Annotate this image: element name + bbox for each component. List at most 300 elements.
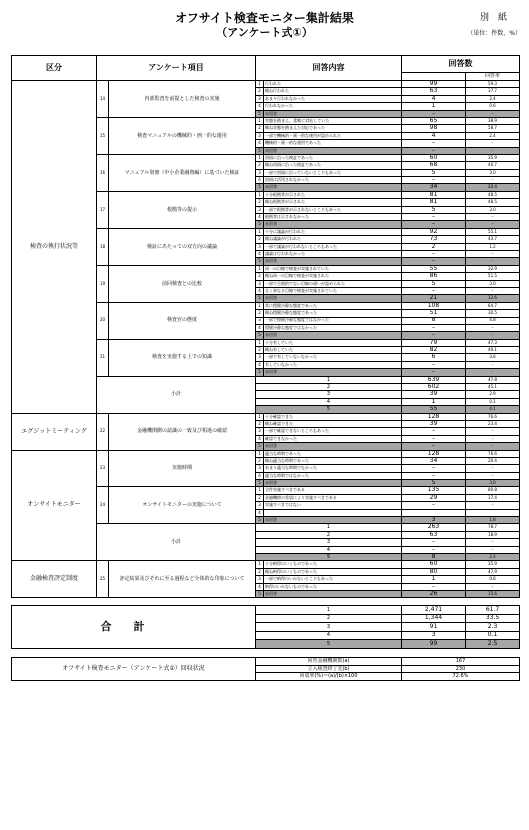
option-label: 一部で根拠等が示されないところもあった (264, 206, 402, 213)
option-label: 行われた (264, 81, 402, 88)
option-number: 4 (256, 287, 264, 294)
rate-cell: – (466, 583, 520, 590)
rate-cell: – (466, 465, 520, 472)
option-number: 3 (256, 132, 264, 139)
count-cell: 108 (402, 302, 466, 309)
option-label: 一部で議論が行われないところもあった (264, 243, 402, 250)
option-label: 一部で納得のいかないところもあった (264, 576, 402, 583)
count-cell: – (402, 465, 466, 472)
rate-cell: 32.9 (466, 265, 520, 272)
rate-cell: 3.6 (466, 354, 520, 361)
recovery-label: オフサイト検査モニター（アンケート式①）回収状況 (12, 658, 256, 681)
count-cell: – (402, 502, 466, 509)
rate-cell: 15.6 (466, 590, 520, 597)
count-cell: – (402, 110, 466, 117)
option-number: 4 (256, 509, 264, 516)
subtotal-label: 小計 (97, 524, 256, 561)
count-cell: – (402, 177, 466, 184)
survey-table (11, 55, 520, 598)
option-number: 4 (256, 250, 264, 257)
option-number: 3 (256, 391, 402, 398)
option-number: 2 (256, 347, 264, 354)
question-number: 24 (97, 487, 109, 524)
rate-cell: – (466, 435, 520, 442)
rate-cell: – (466, 214, 520, 221)
question-item: 検証にあたっての双方向の議論 (109, 228, 256, 265)
option-number: 2 (256, 420, 264, 427)
rate-cell: 48.5 (466, 199, 520, 206)
recovery-value: 167 (402, 658, 520, 666)
unit-note: （単位：件数、%） (467, 30, 521, 37)
option-number: 5 (256, 110, 264, 117)
rate-cell: 40.7 (466, 162, 520, 169)
count-cell (402, 509, 466, 516)
option-label: 同一の目線で検査が実施されていた (264, 265, 402, 272)
recovery-table (11, 657, 520, 681)
option-number: 2 (256, 125, 264, 132)
option-number: 2 (256, 273, 264, 280)
count-cell: – (402, 443, 466, 450)
option-number: 4 (256, 140, 264, 147)
option-label: 十分根拠等が示された (264, 191, 402, 198)
count-cell: 55 (402, 406, 466, 413)
rate-cell: 47.9 (466, 568, 520, 575)
option-label: 未回答 (264, 332, 402, 339)
annex-label: 別 紙 (479, 13, 507, 23)
option-number: 5 (256, 147, 264, 154)
option-number: 4 (256, 177, 264, 184)
count-cell: – (402, 287, 466, 294)
count-cell: 73 (402, 236, 466, 243)
rate-cell: 47.8 (466, 376, 520, 383)
count-cell: 1 (402, 576, 466, 583)
count-cell: 99 (402, 81, 466, 88)
count-cell: 263 (402, 524, 466, 531)
count-cell: 82 (402, 347, 466, 354)
header-response: 回答内容 (256, 56, 402, 81)
count-cell: – (402, 472, 466, 479)
count-cell: – (402, 435, 466, 442)
option-label: 未回答 (264, 295, 402, 302)
option-label: 機械的・画一的な運用であった (264, 140, 402, 147)
rate-cell: – (466, 110, 520, 117)
option-number: 3 (256, 576, 264, 583)
count-cell: 80 (402, 568, 466, 575)
rate-cell: – (466, 221, 520, 228)
section-category: エグジットミーティング (12, 413, 97, 450)
rate-cell: 48.5 (466, 191, 520, 198)
rate-cell: – (466, 258, 520, 265)
rate-cell: 1.2 (466, 243, 520, 250)
count-cell: 8 (402, 554, 466, 561)
count-cell: 1 (402, 398, 466, 405)
option-number: 1 (256, 302, 264, 309)
count-cell: – (402, 583, 466, 590)
count-cell: 92 (402, 228, 466, 235)
rate-cell: 35.9 (466, 154, 520, 161)
rate-cell: 3.0 (466, 206, 520, 213)
option-label: 一部で確認できないところもあった (264, 428, 402, 435)
count-cell: 21 (402, 295, 466, 302)
option-number: 4 (256, 398, 402, 405)
rate-cell: 59.3 (466, 81, 520, 88)
count-cell: 26 (402, 590, 466, 597)
option-label: 概ね根拠等が示された (264, 199, 402, 206)
recovery-value: 230 (402, 665, 520, 673)
question-item: 根拠等の提示 (109, 191, 256, 228)
count-cell: 98 (402, 125, 466, 132)
rate-cell: 55.1 (466, 228, 520, 235)
section-category: 検査の執行状況等 (12, 81, 97, 414)
option-label: 十分納得のいくものであった (264, 561, 402, 568)
count-cell: – (402, 258, 466, 265)
option-label: 全く異なる目線で検査が実施されていた (264, 287, 402, 294)
recovery-row (12, 658, 520, 666)
option-label: 未回答 (264, 221, 402, 228)
question-number: 23 (97, 450, 109, 487)
option-number: 3 (256, 95, 264, 102)
option-label: 適当な時期であった (264, 450, 402, 457)
rate-cell: 2.4 (466, 95, 520, 102)
header-item: アンケート項目 (97, 56, 256, 81)
question-item: 内部監査を前提とした検査の実施 (109, 81, 256, 118)
option-label: 議論は行われなかった (264, 250, 402, 257)
count-cell: 4 (402, 132, 466, 139)
section-category: オンサイトモニター (12, 450, 97, 561)
count-cell: 81 (402, 199, 466, 206)
option-number: 5 (256, 406, 402, 413)
option-number: 3 (256, 243, 264, 250)
rate-cell: 3.0 (466, 169, 520, 176)
count-cell: 4 (402, 95, 466, 102)
option-label: 未回答 (264, 147, 402, 154)
option-label: 適当な時期ではなかった (264, 472, 402, 479)
rate-cell: 20.4 (466, 457, 520, 464)
rate-cell: 76.6 (466, 450, 520, 457)
question-number: 19 (97, 265, 109, 302)
question-number: 20 (97, 302, 109, 339)
option-number: 4 (256, 583, 264, 590)
question-item: 金融機関側の認識の一致及び相違の確認 (109, 413, 256, 450)
option-number: 2 (256, 457, 264, 464)
rate-cell: – (466, 502, 520, 509)
option-number: 4 (256, 214, 264, 221)
option-label: 未回答 (264, 590, 402, 597)
count-cell: 5 (402, 280, 466, 287)
rate-cell: 0.1 (466, 398, 520, 405)
option-label: 一部で有していないなかった (264, 354, 402, 361)
count-cell: – (402, 428, 466, 435)
option-label: 未回答 (264, 184, 402, 191)
option-number: 2 (256, 384, 402, 391)
option-number: 2 (256, 236, 264, 243)
option-number: 1 (256, 606, 402, 615)
count-cell: 63 (402, 531, 466, 538)
option-number: 1 (256, 117, 264, 124)
option-label: 別冊は活用されなかった (264, 177, 402, 184)
count-cell: – (402, 214, 466, 221)
option-number: 5 (256, 554, 402, 561)
rate-cell: 3.0 (466, 480, 520, 487)
count-cell: 3 (402, 631, 466, 640)
total-row (12, 606, 520, 615)
option-number: 5 (256, 590, 264, 597)
rate-cell: – (466, 177, 520, 184)
option-number: 5 (256, 258, 264, 265)
option-label: 行われなかった (264, 103, 402, 110)
question-item: 検査マニュアルの機械的・画一的な運用 (109, 117, 256, 154)
rate-cell: – (466, 140, 520, 147)
option-label: 未回答 (264, 443, 402, 450)
count-cell: 2 (402, 243, 466, 250)
option-number: 5 (256, 443, 264, 450)
rate-cell: – (466, 287, 520, 294)
count-cell: 639 (402, 376, 466, 383)
option-label: 一部で機械的・画一的な運用が認められた (264, 132, 402, 139)
option-label: あまり行われなかった (264, 95, 402, 102)
option-label: 概ね確認できた (264, 420, 402, 427)
question-number: 25 (97, 561, 109, 598)
option-number: 1 (256, 524, 402, 531)
rate-cell: 17.4 (466, 494, 520, 501)
rate-cell: – (466, 369, 520, 376)
option-label: 一部で穏健冷静な態度ではなかった (264, 317, 402, 324)
count-cell: – (402, 369, 466, 376)
question-number: 22 (97, 413, 109, 450)
option-label: 根拠等は示されなかった (264, 214, 402, 221)
count-cell: 60 (402, 154, 466, 161)
rate-cell: – (466, 250, 520, 257)
rate-cell: 76.6 (466, 413, 520, 420)
count-cell: 63 (402, 88, 466, 95)
rate-cell: 4.1 (466, 406, 520, 413)
count-cell: 3 (402, 517, 466, 524)
option-number: 3 (256, 502, 264, 509)
option-number: 4 (256, 435, 264, 442)
option-number: 5 (256, 184, 264, 191)
option-label: 概ね穏健冷静な態度であった (264, 310, 402, 317)
option-label: 概ね納得のいくものであった (264, 568, 402, 575)
count-cell: – (402, 250, 466, 257)
option-label: 全件実施すべきである (264, 487, 402, 494)
table-row (12, 413, 520, 420)
count-cell: 55 (402, 265, 466, 272)
count-cell: – (402, 332, 466, 339)
option-number: 2 (256, 531, 402, 538)
option-number: 3 (256, 428, 264, 435)
option-number: 2 (256, 494, 264, 501)
header-category: 区分 (12, 56, 97, 81)
rate-cell: 12.6 (466, 295, 520, 302)
table-row (12, 81, 520, 88)
count-cell: – (402, 539, 466, 546)
rate-cell: – (466, 443, 520, 450)
option-number: 2 (256, 614, 402, 623)
count-cell: 29 (402, 494, 466, 501)
option-number: 5 (256, 221, 264, 228)
rate-cell: 30.5 (466, 310, 520, 317)
option-number: 1 (256, 228, 264, 235)
rate-cell: 80.8 (466, 487, 520, 494)
section-category: 金融検査評定制度 (12, 561, 97, 598)
option-number: 3 (256, 169, 264, 176)
question-item: 検査官の態度 (109, 302, 256, 339)
count-cell: – (402, 140, 466, 147)
option-label: 十分確認できた (264, 413, 402, 420)
rate-cell: 23.4 (466, 420, 520, 427)
rate-cell: – (466, 472, 520, 479)
question-number: 18 (97, 228, 109, 265)
option-number: 1 (256, 413, 264, 420)
rate-cell: – (466, 546, 520, 553)
question-number: 17 (97, 191, 109, 228)
option-label: 十分に議論が行われた (264, 228, 402, 235)
option-label: 実態を踏まえ、柔軟に対応していた (264, 117, 402, 124)
option-number: 5 (256, 640, 402, 649)
rate-cell: 4.8 (466, 317, 520, 324)
option-number: 4 (256, 361, 264, 368)
count-cell: 60 (402, 561, 466, 568)
option-label: 未回答 (264, 480, 402, 487)
rate-cell: 2.3 (466, 623, 520, 632)
rate-cell: 2.4 (466, 554, 520, 561)
count-cell: – (402, 546, 466, 553)
rate-cell: – (466, 324, 520, 331)
option-label (264, 509, 402, 516)
question-item: 評定結果及びそれに至る過程など全体的な印象について (109, 561, 256, 598)
option-label: 常に穏健冷静な態度であった (264, 302, 402, 309)
rate-cell: 0.6 (466, 576, 520, 583)
count-cell: 2,471 (402, 606, 466, 615)
option-number: 3 (256, 317, 264, 324)
table-row (12, 450, 520, 457)
rate-cell: 2.4 (466, 132, 520, 139)
rate-cell: – (466, 539, 520, 546)
rate-cell: 1.8 (466, 517, 520, 524)
option-label: 一部で合理的でない目線の違いが認められた (264, 280, 402, 287)
recovery-value: 72.6% (402, 673, 520, 681)
recovery-metric: 立入検査終了先(b) (256, 665, 402, 673)
question-item: オンサイトモニターの実施について (109, 487, 256, 524)
rate-cell: 2.5 (466, 640, 520, 649)
count-cell: 86 (402, 273, 466, 280)
question-number: 15 (97, 117, 109, 154)
rate-cell (466, 509, 520, 516)
option-label: 概ね実態を踏まえた対応であった (264, 125, 402, 132)
option-number: 3 (256, 354, 264, 361)
option-label: 一部で別冊に沿っていないところもあった (264, 169, 402, 176)
count-cell: 128 (402, 413, 466, 420)
subtotal-label: 小計 (97, 376, 256, 413)
option-number: 1 (256, 376, 402, 383)
option-number: 1 (256, 81, 264, 88)
count-cell: 5 (402, 206, 466, 213)
count-cell: 6 (402, 354, 466, 361)
count-cell: – (402, 361, 466, 368)
rate-cell: 43.7 (466, 236, 520, 243)
option-label: 別冊に沿った検証であった (264, 154, 402, 161)
option-number: 5 (256, 480, 264, 487)
option-number: 1 (256, 339, 264, 346)
option-label: 概ね有していた (264, 347, 402, 354)
header-rate: 回答率 (466, 73, 520, 81)
question-number: 14 (97, 81, 109, 118)
rate-cell: 33.5 (466, 614, 520, 623)
question-item: マニュアル別冊（中小企業融資編）に基づいた検証 (109, 154, 256, 191)
question-item: 前回検査との比較 (109, 265, 256, 302)
count-cell: 79 (402, 339, 466, 346)
page-title: オフサイト検査モニター集計結果 (175, 11, 354, 25)
count-cell: 51 (402, 310, 466, 317)
option-number: 2 (256, 310, 264, 317)
rate-cell: 0.1 (466, 631, 520, 640)
rate-cell: 78.7 (466, 524, 520, 531)
rate-cell: 45.1 (466, 384, 520, 391)
rate-cell: 18.9 (466, 531, 520, 538)
rate-cell: – (466, 361, 520, 368)
option-label: 確認できなかった (264, 435, 402, 442)
option-number: 1 (256, 154, 264, 161)
option-label: 未回答 (264, 110, 402, 117)
rate-cell: 35.9 (466, 561, 520, 568)
option-label: 実施すべきではない (264, 502, 402, 509)
recovery-metric: 回収率(%)＝(a)/(b)×100 (256, 673, 402, 681)
count-cell: 5 (402, 480, 466, 487)
count-cell: 1 (402, 103, 466, 110)
option-label: あまり適当な時期でなかった (264, 465, 402, 472)
rate-cell: 37.7 (466, 88, 520, 95)
count-cell: 1,344 (402, 614, 466, 623)
rate-cell: – (466, 332, 520, 339)
option-label: 未回答 (264, 517, 402, 524)
option-number: 1 (256, 191, 264, 198)
count-cell: – (402, 221, 466, 228)
rate-cell: 58.7 (466, 125, 520, 132)
option-number: 3 (256, 465, 264, 472)
count-cell: 128 (402, 450, 466, 457)
option-number: 1 (256, 561, 264, 568)
total-table (11, 605, 520, 649)
rate-cell: 2.9 (466, 391, 520, 398)
option-number: 2 (256, 568, 264, 575)
option-number: 4 (256, 631, 402, 640)
table-row (12, 561, 520, 568)
option-number: 1 (256, 265, 264, 272)
option-number: 2 (256, 88, 264, 95)
count-cell: 65 (402, 117, 466, 124)
rate-cell: 64.7 (466, 302, 520, 309)
count-cell: – (402, 324, 466, 331)
option-label: 金融機関の希望により実施すべきである (264, 494, 402, 501)
rate-cell: 47.3 (466, 339, 520, 346)
option-number: 4 (256, 103, 264, 110)
option-number: 5 (256, 332, 264, 339)
header-count: 回答数 (402, 56, 520, 73)
count-cell: 5 (402, 169, 466, 176)
option-label: 概ね適当な時期であった (264, 457, 402, 464)
question-number: 16 (97, 154, 109, 191)
option-number: 5 (256, 295, 264, 302)
count-cell: 91 (402, 623, 466, 632)
question-item: 実施時期 (109, 450, 256, 487)
rate-cell: 61.7 (466, 606, 520, 615)
option-number: 5 (256, 517, 264, 524)
option-label: 納得のいかないものであった (264, 583, 402, 590)
question-item: 検査を実施する上での知識 (109, 339, 256, 376)
option-label: 概ね同一の目線で検査が実施された (264, 273, 402, 280)
count-cell: 99 (402, 640, 466, 649)
page-subtitle: （アンケート式①） (216, 26, 313, 39)
